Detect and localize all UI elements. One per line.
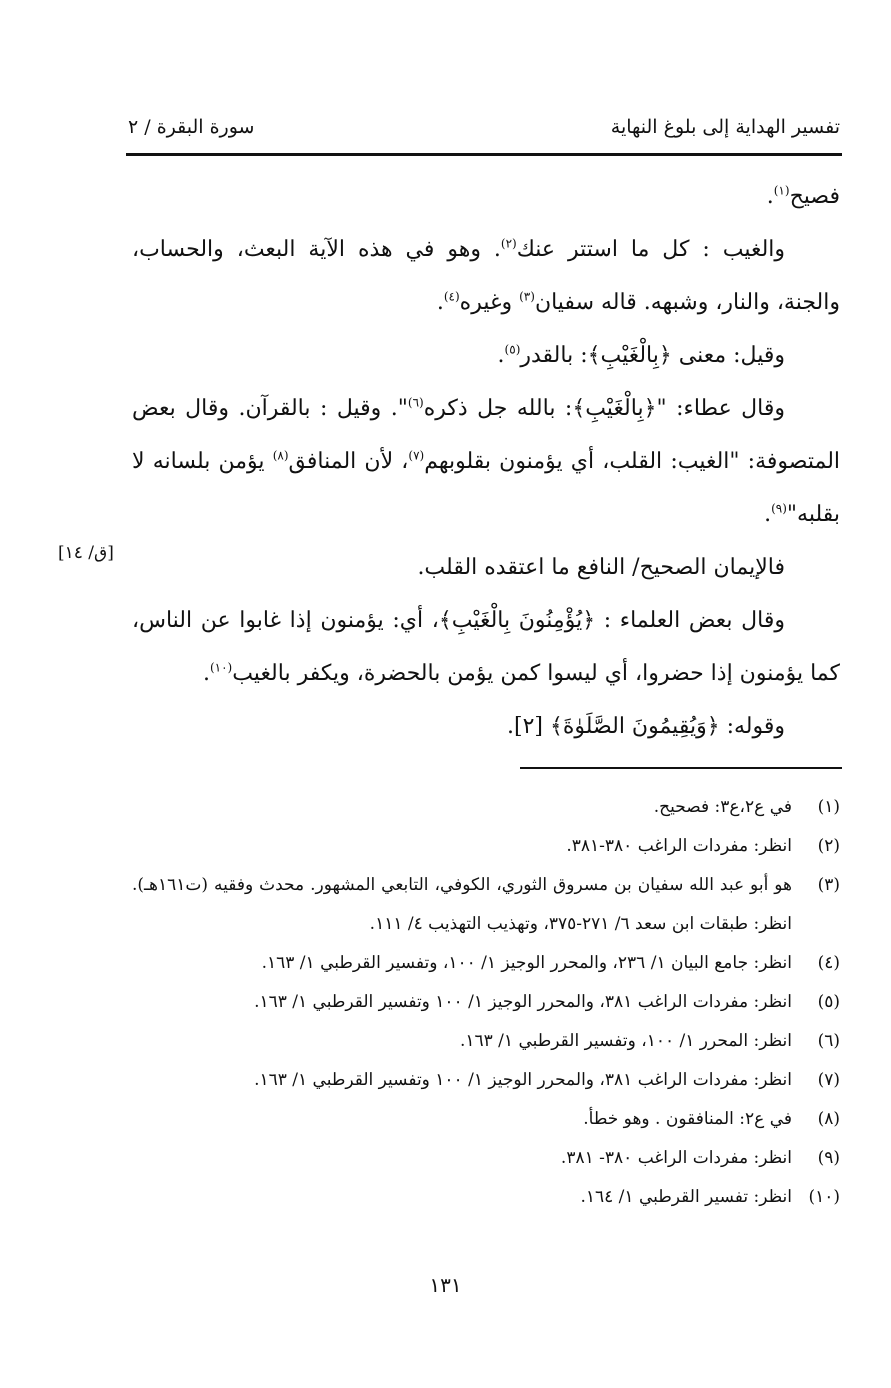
footnote	[132, 1178, 840, 1217]
footnote-text: انظر: جامع البيان ١/ ٢٣٦، والمحرر الوجيز ١/ ١٠٠، وتفسير القرطبي ١/ ١٦٣.	[261, 953, 792, 973]
footnote-text: انظر: مفردات الراغب ٣٨١، والمحرر الوجيز ١/ ١٠٠ وتفسير القرطبي ١/ ١٦٣.	[254, 992, 792, 1012]
paragraph: فالإيمان الصحيح/ النافع ما اعتقده القلب.	[417, 555, 785, 580]
footnote-text: هو أبو عبد الله سفيان بن مسروق الثوري، الكوفي، التابعي المشهور. محدث وفقيه (ت١٦١هـ). انظر: طبقات ابن سعد ٦/ ٢٧١-٣٧٥، وتهذيب التهذيب ٤/ ١١١.	[132, 875, 792, 934]
footnote-ref: (١٠)	[209, 660, 233, 675]
footnote	[132, 1139, 840, 1178]
footnote	[132, 827, 840, 866]
manuscript-folio-ref: [ق/ ١٤]	[58, 543, 114, 563]
footnote-number: (٧)	[817, 1070, 840, 1090]
footnote	[132, 1061, 840, 1100]
footnote-text: في ع٢،ع٣: فصحيح.	[653, 797, 792, 817]
footnote-number: (٨)	[817, 1109, 840, 1129]
footnote-text: انظر: مفردات الراغب ٣٨٠-٣٨١.	[566, 836, 792, 856]
footnote-number: (١)	[817, 797, 840, 817]
paragraph: فصيح$^{(١)}$.	[766, 183, 840, 209]
surah-label: سورة البقرة / ٢	[128, 116, 255, 138]
footnote	[132, 788, 840, 827]
main-text	[132, 170, 840, 753]
footnote-number: (٣)	[817, 875, 840, 895]
footnote-number: (٥)	[817, 992, 840, 1012]
footnote	[132, 1022, 840, 1061]
footnote-ref: (٤)	[443, 289, 460, 304]
footnote	[132, 983, 840, 1022]
paragraph: وقوله: ﴿وَيُقِيمُونَ الصَّلَوٰةَ﴾ [٢].	[507, 714, 785, 739]
paragraph: وقيل: معنى ﴿بِالْغَيْبِ﴾: بالقدر$^{(٥)}$.	[497, 342, 785, 368]
paragraph: وقال عطاء: "﴿بِالْغَيْبِ﴾: بالله جل ذكره$^{(٦)}$". وقيل : بالقرآن. وقال بعض المتصوفة: "الغيب: القلب، أي يؤمنون بقلوبهم$^{(٧)}$، لأن المنافق$^{(٨)}$ يؤمن بلسانه لا بقلبه"$^{(٩)}$.	[132, 395, 841, 527]
footnote-divider	[520, 767, 842, 769]
paragraph: وقال بعض العلماء : ﴿يُؤْمِنُونَ بِالْغَيْبِ﴾، أي: يؤمنون إذا غابوا عن الناس، كما يؤمنون إذا حضروا، أي ليسوا كمن يؤمن بالحضرة، ويكفر بالغيب$^{(١٠)}$.	[132, 608, 840, 686]
footnote-text: انظر: المحرر ١/ ١٠٠، وتفسير القرطبي ١/ ١٦٣.	[459, 1031, 792, 1051]
footnote	[132, 1100, 840, 1139]
footnote-text: انظر: تفسير القرطبي ١/ ١٦٤.	[580, 1187, 792, 1207]
footnote-ref: (٦)	[407, 395, 424, 410]
footnote-text: انظر: مفردات الراغب ٣٨١، والمحرر الوجيز ١/ ١٠٠ وتفسير القرطبي ١/ ١٦٣.	[254, 1070, 792, 1090]
footnote-ref: (٣)	[519, 289, 535, 304]
running-header	[128, 112, 840, 142]
footnote	[132, 866, 840, 944]
footnote-ref: (٧)	[408, 448, 425, 463]
footnote-number: (٢)	[817, 836, 840, 856]
footnote-number: (٩)	[817, 1148, 840, 1168]
footnote-ref: (٨)	[272, 448, 289, 463]
footnote-text: انظر: مفردات الراغب ٣٨٠- ٣٨١.	[560, 1148, 792, 1168]
footnote-ref: (٢)	[500, 236, 517, 251]
footnote-number: (١٠)	[808, 1187, 840, 1207]
footnote-ref: (٥)	[504, 342, 521, 357]
footnote-number: (٦)	[817, 1031, 840, 1051]
footnote-ref: (٩)	[771, 501, 787, 516]
page-number: ١٣١	[429, 1273, 462, 1297]
footnote	[132, 944, 840, 983]
footnote-ref: (١)	[773, 183, 790, 198]
book-title: تفسير الهداية إلى بلوغ النهاية	[610, 116, 840, 138]
paragraph: والغيب : كل ما استتر عنك$^{(٢)}$. وهو في هذه الآية البعث، والحساب، والجنة، والنار، وشبهه. قاله سفيان$^{(٣)}$ وغيره$^{(٤)}$.	[132, 236, 840, 315]
header-divider	[126, 153, 842, 156]
footnote-text: في ع٢: المنافقون . وهو خطأ.	[583, 1109, 792, 1129]
footnotes	[132, 788, 840, 1217]
footnote-number: (٤)	[817, 953, 840, 973]
